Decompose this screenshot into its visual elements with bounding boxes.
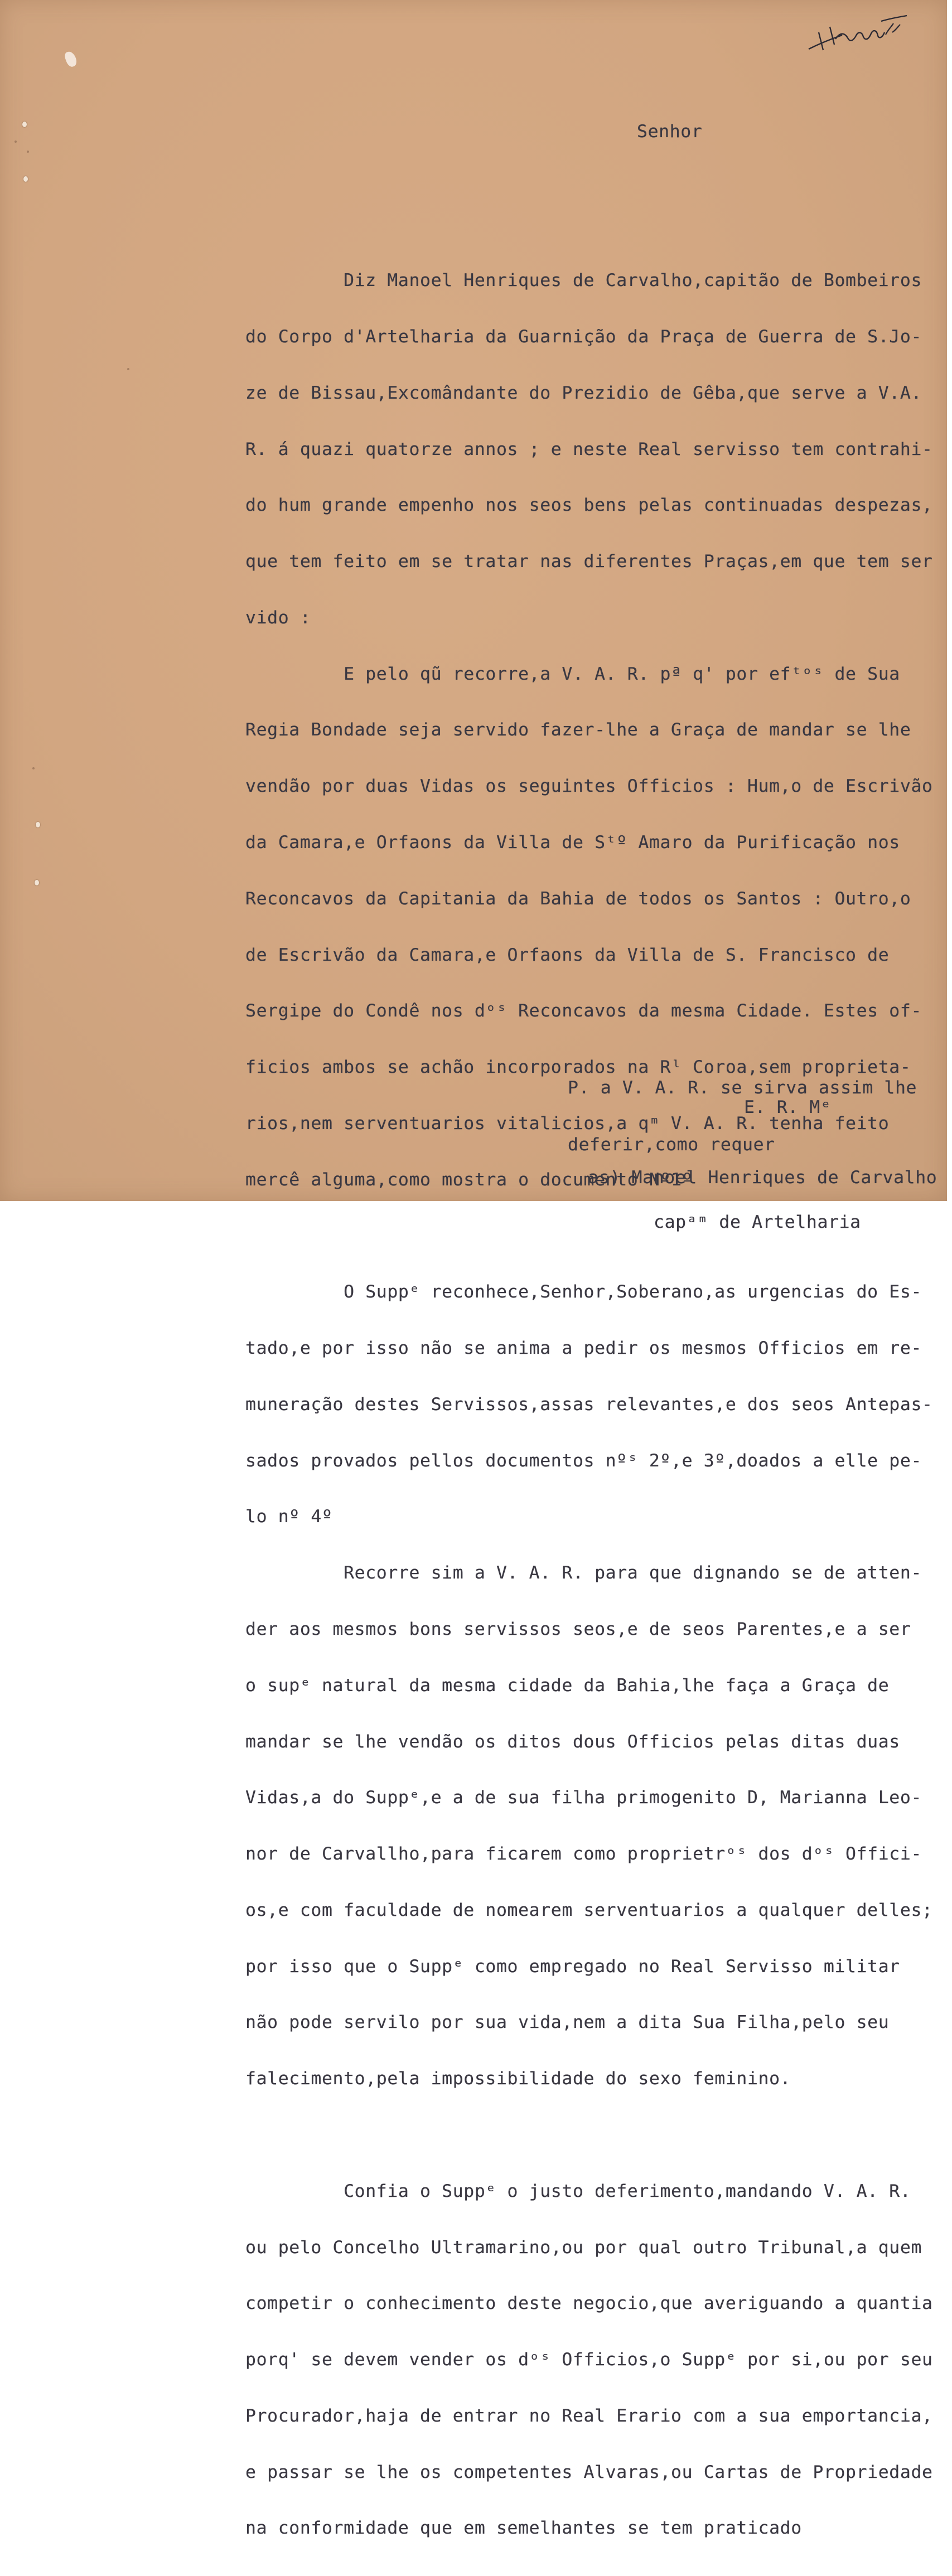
body-line: o supᵉ natural da mesma cidade da Bahia,lhe faça a Graça de: [245, 1675, 890, 1696]
body-line: Procurador,haja de entrar no Real Erario com a sua emportancia,: [245, 2405, 933, 2426]
body-line: rios,nem serventuarios vitalicios,a qᵐ V. A. R. tenha feito: [245, 1113, 890, 1134]
body-line: tado,e por isso não se anima a pedir os mesmos Officios em re-: [245, 1338, 922, 1359]
body-line: ficios ambos se achão incorporados na Rˡ Coroa,sem proprieta-: [245, 1057, 911, 1078]
body-line: mandar se lhe vendão os ditos dous Officios pelas ditas duas: [245, 1731, 900, 1752]
signature-title: capᵃᵐ de Artelharia: [654, 1212, 861, 1232]
punch-hole-mark: [23, 176, 28, 182]
paper-damage-mark: [64, 50, 78, 68]
body-line: vido :: [245, 607, 311, 628]
body-line: sados provados pellos documentos nºˢ 2º,e 3º,doados a elle pe-: [245, 1450, 922, 1471]
paragraph-gap: [245, 2126, 933, 2145]
body-line: e passar se lhe os competentes Alvaras,ou Cartas de Propriedade: [245, 2462, 933, 2482]
body-line: lo nº 4º: [245, 1507, 333, 1527]
paper-speck: [32, 767, 35, 769]
body-line: der aos mesmos bons servissos seos,e de seos Parentes,e a ser: [245, 1619, 911, 1639]
punch-hole-mark: [35, 880, 39, 885]
body-line: que tem feito em se tratar nas diferentes Praças,em que tem ser: [245, 551, 933, 572]
body-line: porq' se devem vender os dᵒˢ Officios,o Suppᵉ por si,ou por seu: [245, 2350, 933, 2370]
body-line: nor de Carvallho,para ficarem como proprietrᵒˢ dos dᵒˢ Offici-: [245, 1844, 922, 1865]
body-line: E pelo qũ recorre,a V. A. R. pª q' por efᵗᵒˢ de Sua: [245, 664, 900, 684]
body-line: mercê alguma,como mostra o documento Nº1º: [245, 1169, 693, 1190]
salutation-heading: Senhor: [637, 122, 703, 142]
body-line: ze de Bissau,Excomândante do Prezidio de Gêba,que serve a V.A.: [245, 382, 922, 403]
closing-line: deferir,como requer: [568, 1135, 775, 1155]
body-line: por isso que o Suppᵉ como empregado no Real Servisso militar: [245, 1956, 900, 1977]
closing-line: P. a V. A. R. se sirva assim lhe: [568, 1078, 917, 1098]
body-line: vendão por duas Vidas os seguintes Officios : Hum,o de Escrivão: [245, 776, 933, 797]
body-line: R. á quazi quatorze annos ; e neste Real servisso tem contrahi-: [245, 439, 933, 459]
paper-speck: [27, 151, 29, 153]
body-line: Vidas,a do Suppᵉ,e a de sua filha primogenito D, Marianna Leo-: [245, 1788, 922, 1808]
body-line: Regia Bondade seja servido fazer-lhe a Graça de mandar se lhe: [245, 720, 911, 740]
paper-speck: [15, 141, 17, 143]
petition-body: [245, 234, 933, 2575]
body-line: da Camara,e Orfaons da Villa de Sᵗº Amaro da Purificação nos: [245, 832, 900, 853]
handwritten-signature: [803, 10, 909, 55]
body-line: O Suppᵉ reconhece,Senhor,Soberano,as urgencias do Es-: [245, 1282, 922, 1302]
body-line: não pode servilo por sua vida,nem a dita Sua Filha,pelo seu: [245, 2012, 890, 2033]
body-line: falecimento,pela impossibilidade do sexo feminino.: [245, 2069, 791, 2089]
scan-border-right: [947, 0, 952, 1204]
punch-hole-mark: [22, 122, 27, 127]
body-line: Reconcavos da Capitania da Bahia de todos os Santos : Outro,o: [245, 888, 911, 909]
body-line: Diz Manoel Henriques de Carvalho,capitão de Bombeiros: [245, 270, 922, 291]
body-line: Recorre sim a V. A. R. para que dignando se de atten-: [245, 1563, 922, 1584]
scan-border-bottom: [0, 2573, 952, 2576]
body-line: na conformidade que em semelhantes se tem praticado: [245, 2518, 802, 2539]
body-line: muneração destes Servissos,assas relevantes,e dos seos Antepas-: [245, 1394, 933, 1415]
closing-abbreviation: E. R. Mᵉ: [744, 1097, 832, 1117]
body-line: do hum grande empenho nos seos bens pelas continuadas despezas,: [245, 495, 933, 516]
body-line: de Escrivão da Camara,e Orfaons da Villa de S. Francisco de: [245, 945, 890, 965]
typed-signature: [544, 1144, 937, 1278]
punch-hole-mark: [36, 822, 40, 827]
body-line: competir o conhecimento deste negocio,que averiguando a quantia: [245, 2293, 933, 2314]
body-line: os,e com faculdade de nomearem serventuarios a qualquer delles;: [245, 1900, 933, 1920]
paper-speck: [127, 368, 129, 370]
body-line: do Corpo d'Artelharia da Guarnição da Praça de Guerra de S.Jo-: [245, 326, 922, 347]
body-line: Confia o Suppᵉ o justo deferimento,mandando V. A. R.: [245, 2181, 911, 2201]
body-line: ou pelo Concelho Ultramarino,ou por qual outro Tribunal,a quem: [245, 2237, 922, 2258]
body-line: Sergipe do Condê nos dᵒˢ Reconcavos da mesma Cidade. Estes of-: [245, 1001, 922, 1021]
signature-name: as) Manoel Henriques de Carvalho: [588, 1168, 937, 1188]
